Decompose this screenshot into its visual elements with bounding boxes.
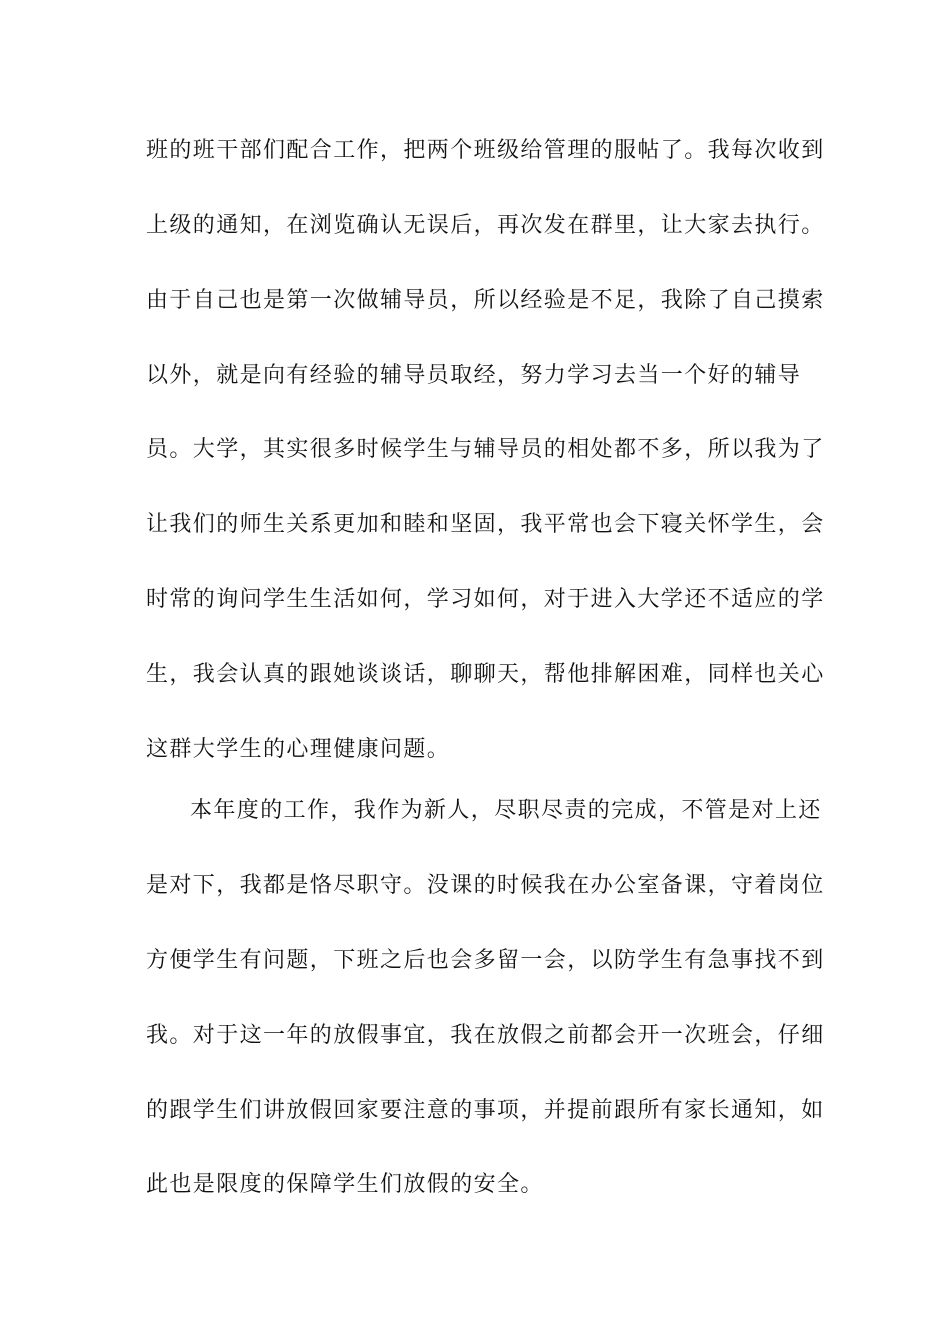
text-line: 以外，就是向有经验的辅导员取经，努力学习去当一个好的辅导 xyxy=(146,363,802,388)
text-line: 生，我会认真的跟她谈谈话，聊聊天，帮他排解困难，同样也关心 xyxy=(146,662,825,687)
text-line: 员。大学，其实很多时候学生与辅导员的相处都不多，所以我为了 xyxy=(146,437,825,462)
paragraph-first-line: 本年度的工作，我作为新人，尽职尽责的完成，不管是对上还 xyxy=(190,798,822,823)
text-line: 让我们的师生关系更加和睦和坚固，我平常也会下寝关怀学生，会 xyxy=(146,512,825,537)
text-line: 这群大学生的心理健康问题。 xyxy=(146,737,451,762)
text-line: 的跟学生们讲放假回家要注意的事项，并提前跟所有家长通知，如 xyxy=(146,1098,825,1123)
text-line: 上级的通知，在浏览确认无误后，再次发在群里，让大家去执行。 xyxy=(146,213,825,238)
text-line: 是对下，我都是恪尽职守。没课的时候我在办公室备课，守着岗位 xyxy=(146,873,825,898)
text-line: 时常的询问学生生活如何，学习如何，对于进入大学还不适应的学 xyxy=(146,587,825,612)
text-line: 我。对于这一年的放假事宜，我在放假之前都会开一次班会，仔细 xyxy=(146,1023,825,1048)
text-line: 方便学生有问题，下班之后也会多留一会，以防学生有急事找不到 xyxy=(146,948,825,973)
text-line: 此也是限度的保障学生们放假的安全。 xyxy=(146,1172,544,1197)
text-line: 由于自己也是第一次做辅导员，所以经验是不足，我除了自己摸索 xyxy=(146,288,825,313)
text-line: 班的班干部们配合工作，把两个班级给管理的服帖了。我每次收到 xyxy=(146,138,825,163)
